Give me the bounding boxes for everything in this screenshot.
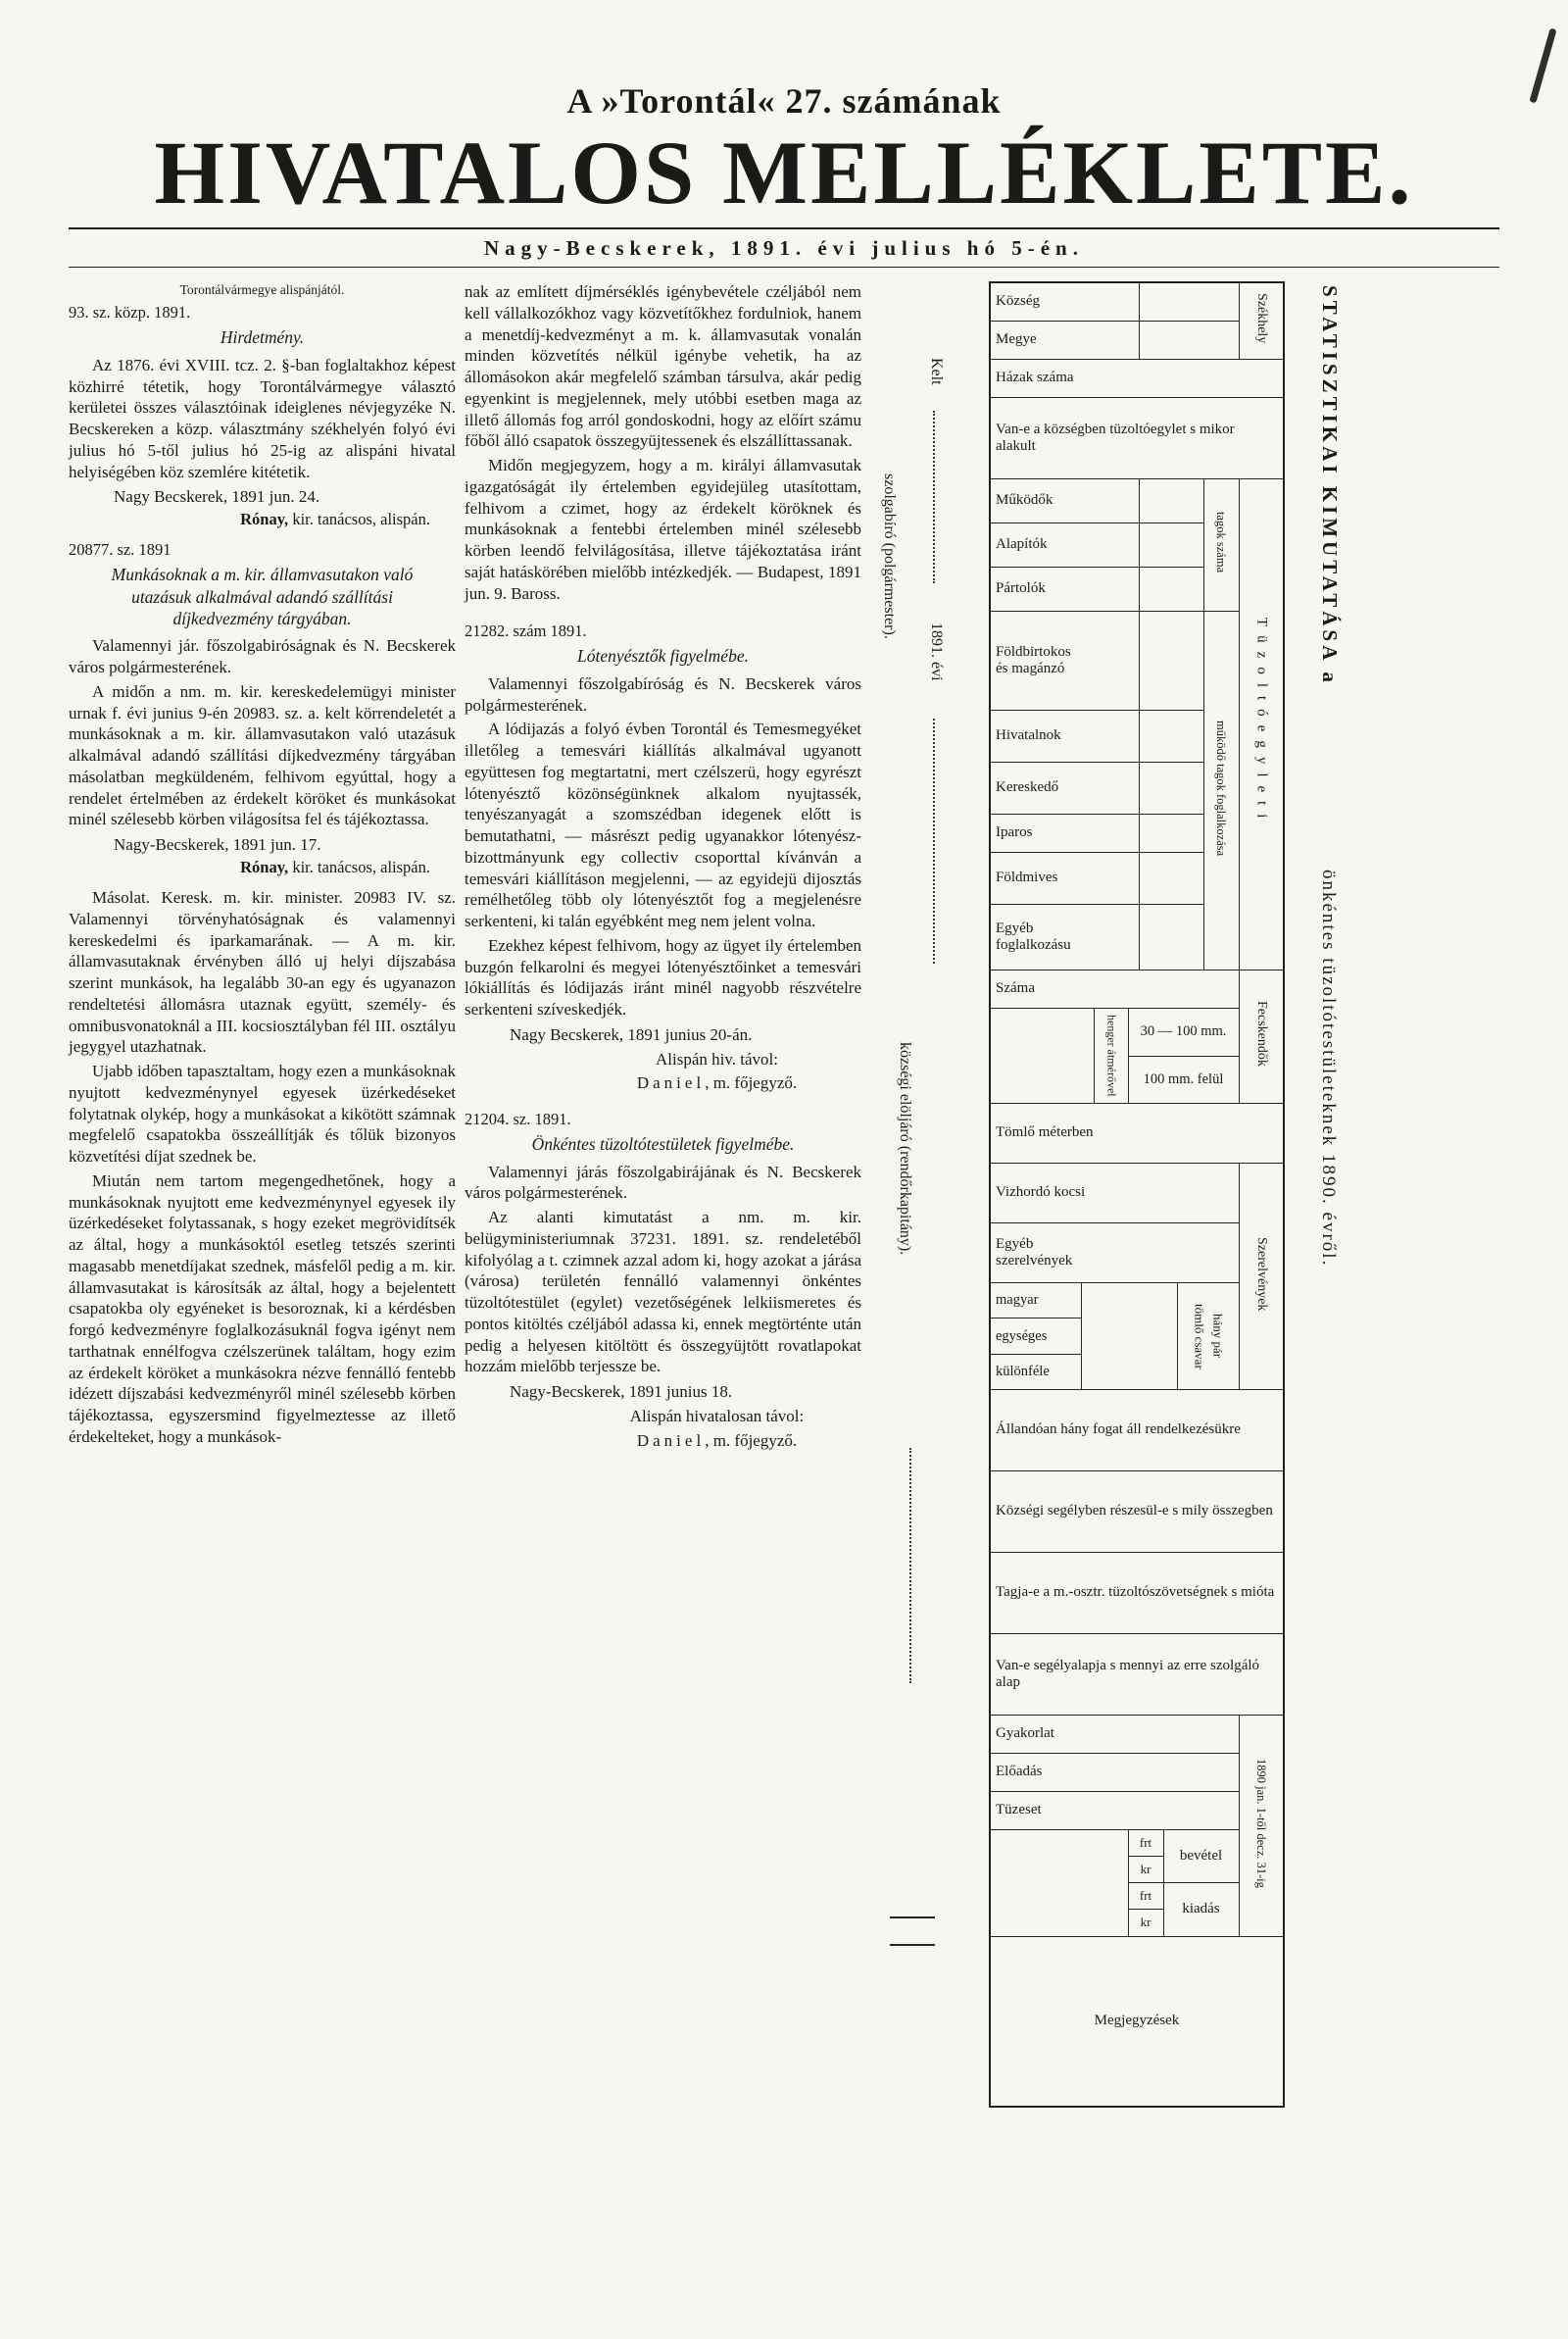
form-label-mm100: 100 mm. felül [1143, 1070, 1224, 1087]
dotted-fill-line [909, 1448, 911, 1683]
reference-number: 20877. sz. 1891 [69, 540, 172, 560]
paragraph: Valamennyi főszolgabíróság és N. Becskerek város polgármesterének. [465, 673, 861, 715]
form-label-partolok: Pártolók [990, 568, 1139, 612]
form-unit-kr: kr [1129, 1857, 1164, 1883]
form-label-gyakorlat: Gyakorlat [990, 1716, 1239, 1754]
form-fill-cell [991, 1830, 1129, 1936]
form-label-vane-segelyalap: Van-e segélyalapja s mennyi az erre szolgáló alap [990, 1634, 1284, 1716]
signature [69, 857, 456, 877]
form-label-tuzeset: Tüzeset [990, 1792, 1239, 1830]
form-label-kereskedo: Kereskedő [990, 763, 1139, 815]
form-row [990, 1104, 1284, 1164]
signature-intro: Alispán hiv. távol: [656, 1049, 778, 1069]
form-fill-cell [991, 1009, 1095, 1103]
form-signature-strip [870, 281, 980, 2124]
reference-number: 21282. szám 1891. [465, 622, 587, 641]
page-title: HIVATALOS MELLÉKLETE. [154, 123, 1414, 223]
paragraph: A lódijazás a folyó évben Torontál és Temesmegyéket illetőleg a temesvári kiállítás alkalmával ugyanott együttesen fog megtartatni, mert czélszerü, hogy egyrészt lótenyésztő közönségünknek alkalom nyujtassék, tenyészanyagát a szomszédban idegenek előtt is bemutathatni, — másrészt pedig ugyanakkor lótenyész-bizottmányunk egy collectiv csoporttal kívánván a temesvári kiállításon megjelenni, — az egyidejü dijosztás remélhetőleg több oly lótenyésztőt fog a megjelenésre serkenteni, ki talán egyébként meg nem jelent volna. [465, 720, 861, 930]
form-label-bevetel: bevétel [1164, 1830, 1239, 1883]
page-body [0, 268, 1568, 2144]
form-fill-cell [1139, 612, 1203, 711]
masthead [0, 0, 1568, 268]
form-label-allandoan: Állandóan hány fogat áll rendelkezésükre [990, 1390, 1284, 1471]
form-row [990, 1164, 1284, 1223]
reference-number: 93. sz. közp. 1891. [69, 303, 191, 323]
paragraph: Másolat. Keresk. m. kir. minister. 20983 IV. sz. Valamennyi törvényhatóságnak és valamennyi kereskedelmi és iparkamarának. — A m. kir. államvasutaknak érvényben álló uj helyi díjszabása szerint munkások, ha legalább 30-an egy és ugyanazon rendeltetési állomásra utaznak együtt, személy- és omnibusvonatoknál a III. kocsiosztályban fél III. osztályu jegygyel utazhatnak. [69, 888, 456, 1057]
form-unit-frt: frt [1129, 1883, 1164, 1910]
form-row [990, 1716, 1284, 1754]
year-label: 1891. évi [928, 622, 945, 681]
form-label-szama: Száma [990, 970, 1239, 1009]
form-row [990, 1634, 1284, 1716]
form-title-statisztikai: STATISZTIKAI KIMUTATÁSA a [1318, 285, 1342, 686]
dateline: Nagy-Becskerek, 1891. évi julius hó 5-én. [484, 236, 1084, 260]
signature-name: Daniel [636, 1073, 706, 1093]
paragraph: Ezekhez képest felhivom, hogy az ügyet ily értelemben buzgón felkarolni és megyei lótenyésztőinket a temesvári lókiállítás és lódijazás iránt minél nagyobb részvételre serkenteni szíveskedjék. [465, 935, 861, 1019]
left-column [69, 281, 456, 1451]
form-row [990, 1471, 1284, 1553]
form-row [990, 970, 1284, 1009]
form-title-onkentes: önkéntes tüzoltótestületeknek 1890. évről. [1318, 870, 1339, 1268]
form-label-vane-egylet: Van-e a községben tüzoltóegylet s mikor alakult [990, 398, 1284, 479]
section-gap [465, 1095, 861, 1105]
doc-date: Nagy-Becskerek, 1891 jun. 17. [114, 835, 321, 855]
form-label-egyeb-szerelvenyek: Egyéb szerelvények [990, 1223, 1239, 1283]
signature-name: Rónay, [240, 857, 289, 876]
middle-column [465, 281, 861, 1452]
form-row [990, 1553, 1284, 1634]
form-label-megye: Megye [990, 322, 1139, 360]
dotted-fill-line [933, 411, 935, 583]
signature-name: Rónay, [240, 510, 289, 529]
form-fill-cell [1139, 853, 1203, 905]
form-unit-frt: frt [1129, 1830, 1164, 1857]
form-group-label-tomlo-csavar: tömlő csavar hány pár [1192, 1303, 1226, 1369]
form-label-hazak: Házak száma [990, 360, 1284, 398]
szolgabiro-signature-label: szolgabíró (polgármester). [881, 473, 898, 639]
form-fill-cell [1139, 763, 1203, 815]
form-row [990, 479, 1284, 523]
paragraph: Ujabb időben tapasztaltam, hogy ezen a munkásoknak nyujtott kedvezménynyel egyesek üzérkedéseket folytatnak olykép, hogy a munkásokat a kikötött számnak megfelelő csapatokba összeállítják és tőlük bizonyos közvetítési díjat szednek be. [69, 1062, 456, 1167]
form-label-kulonfele: különféle [991, 1354, 1081, 1389]
form-label-egyeb-foglalkozasu: Egyéb foglalkozásu [990, 905, 1139, 970]
signature-role: , m. főjegyző. [705, 1430, 798, 1450]
paragraph: Valamennyi jár. főszolgabiróságnak és N. Becskerek város polgármesterének. [69, 636, 456, 677]
form-label-kozsegi-segely: Községi segélyben részesül-e s mily összegben [990, 1471, 1284, 1553]
form-label-magyar: magyar [996, 1292, 1039, 1309]
kelt-label: Kelt [928, 358, 945, 385]
form-fill-cell [1139, 523, 1203, 568]
form-cash-block [990, 1830, 1239, 1937]
paragraph: Az alanti kimutatást a nm. m. kir. belügyministeriumnak 37231. 1891. sz. rendeletéből kifolyólag a t. czimnek azzal adom ki, hogy azokat a járása (városa) területén fennálló valamennyi önkéntes tüzoltótestület (egylet) vezetőségének lelkiismeretes és pontos kitöltés czéljából adassa ki, ennek megtörténte után pedig a helyesen kitöltött és összegyüjtött rovatlapokat hozzám mielőbb terjessze be. [465, 1208, 861, 1376]
signature [69, 509, 456, 529]
form-row [990, 282, 1284, 322]
form-label-egyseges: egységes [991, 1318, 1081, 1353]
form-label-foldmives: Földmives [990, 853, 1139, 905]
signature [465, 1430, 861, 1452]
edition-line: A »Torontál« 27. számának [566, 81, 1002, 121]
form-group-label-henger: henger átmérővel [1095, 1009, 1129, 1103]
form-group-label-szekhely: Székhely [1239, 282, 1284, 360]
form-unit-kr: kr [1129, 1910, 1164, 1936]
paragraph: nak az említett díjmérséklés igénybevétele czéljából nem kell vállalkozókhoz vagy közvetítőkhez fordulniok, hanem a menetdíj-kedvezményt a m. k. államvasutak vonalán minden közvetítés nélkül igénybe vehetik, ha az állomásokon akár megfelelő számban társulva, akár pedig egyenkint is megjelennek, mely utóbbi esetben maga az illető állomás fog arról gondoskodni, hogy az előírt számu főből álló csapatok összegyüjtessenek és elszállíttassanak. [465, 282, 861, 451]
statistics-form-table [989, 281, 1285, 2108]
form-group-label-tagok-szama: tagok száma [1203, 479, 1239, 612]
form-row [990, 398, 1284, 479]
paragraph: Midőn megjegyzem, hogy a m. királyi államvasutak igazgatóságát ily értelemben egyidejüleg utasítottam, felhivom a czimet, hogy az érdekelt köröknek és munkásoknak a fentebbi értelemben minél szélesebb körben leendő felvilágosítása, illetve tájékoztatása iránt saját hatáskörében mielőbb intézkedjék. — Budapest, 1891 jun. 9. Baross. [465, 456, 861, 603]
signature-role: , m. főjegyző. [705, 1073, 798, 1093]
signature [465, 1072, 861, 1094]
doc-date: Nagy Becskerek, 1891 jun. 24. [114, 487, 320, 507]
form-label-foldbirtokos: Földbirtokos és magánzó [990, 612, 1139, 711]
paragraph: A midőn a nm. m. kir. kereskedelemügyi minister urnak f. évi junius 9-én 20983. sz. a. kelt körrendeletét a munkásoknak a m. kir. államvasutakon való utazásuk alkalmával adandó szállítási díjkedvezmény tárgyában másolatban megküldeném, felhivom egyúttal, hogy a rendelet értelmében az érdekelt köröket és munkásokat minél szélesebb körben világosítsa fel és tájékoztassa. [69, 681, 456, 829]
form-label-hivatalnok: Hivatalnok [990, 711, 1139, 763]
form-fill-cell [1139, 905, 1203, 970]
dotted-fill-line [933, 719, 935, 964]
form-label-eloadas: Előadás [990, 1754, 1239, 1792]
doc-date: Nagy Becskerek, 1891 junius 20-án. [510, 1024, 753, 1044]
form-label-kiadas: kiadás [1182, 1901, 1220, 1917]
form-row [990, 1937, 1284, 2108]
issuing-office: Torontálvármegye alispánjától. [179, 282, 345, 297]
paragraph: Valamennyi járás főszolgabirájának és N. Becskerek város polgármesterének. [465, 1162, 861, 1203]
form-label-vizhordo: Vizhordó kocsi [990, 1164, 1239, 1223]
eloljaro-signature-label: községi elöljáró (rendőrkapitány). [897, 1042, 913, 1256]
section-gap [465, 607, 861, 617]
separator-dash [890, 1944, 935, 1946]
form-fill-cell [1139, 282, 1239, 322]
form-label-mukodok: Működők [990, 479, 1139, 523]
notice-heading: Önkéntes tüzoltótestületek figyelmébe. [531, 1134, 795, 1155]
form-label-alapitok: Alapítók [990, 523, 1139, 568]
form-label-mm30: 30 — 100 mm. [1129, 1009, 1239, 1057]
paragraph: Az 1876. évi XVIII. tcz. 2. §-ban foglaltakhoz képest közhirré tétetik, hogy Torontálvármegye választó kerületei összes választóinak ideiglenes névjegyzéke N. Becskereken a közp. választmány székhelyén folyó évi julius hó 5-től julius hó 25-ig az alispáni hivatal helyiségében köz szemlére kitétetik. [69, 355, 456, 481]
notice-heading: Munkásoknak a m. kir. államvasutakon való utazásuk alkalmával adandó szállítási díjkedvezmény tárgyában. [111, 565, 414, 629]
form-group-label-fecskendok: Fecskendők [1239, 970, 1284, 1104]
paragraph: Miután nem tartom megengedhetőnek, hogy a munkásoknak nyujtott eme kedvezménynyel egyesek ily üzérkedéseket folytassanak, s hogy ezeket megrövidítsék az által, hogy a munkásoktól esetleg tetszés szerinti magasabb menetdíjakat szednek, másfelől pedig a m. kir. államvasutakat is károsítsák az által, hogy a bejelentett csapatokba oly egyéneket is besoroznak, ki a kérdésben forgó kedvezményre foglalkozásuknál fogva igényt nem tarthatnak ennélfogva czélszerünek találtam, hogy ezim az érdekelt köröket a munkásokra nézve fennálló fentebb idézett díjszabási kedvezményről minél szélesebb körben tájékoztassa, egyszersmind figyelmeztesse az illető érdekelteket, hogy a munkások- [69, 1170, 456, 1446]
form-fill-cell [1139, 322, 1239, 360]
form-henger-block [990, 1009, 1239, 1104]
form-group-label-datumrange: 1890 jan. 1-től decz. 31-ig [1239, 1716, 1284, 1937]
doc-date: Nagy-Becskerek, 1891 junius 18. [510, 1382, 733, 1401]
form-fill-cell [1139, 568, 1203, 612]
signature-role: kir. tanácsos, alispán. [292, 510, 430, 529]
signature-intro: Alispán hivatalosan távol: [629, 1406, 805, 1425]
form-title-strip [1294, 281, 1378, 2144]
form-label-tomlo: Tömlő méterben [990, 1104, 1284, 1164]
form-row [990, 1390, 1284, 1471]
reference-number: 21204. sz. 1891. [465, 1110, 571, 1128]
form-group-label-tuzoltoegyleti: Tüzoltóegyleti [1239, 479, 1284, 970]
form-fill-cell [1139, 815, 1203, 853]
form-fill-cell [1082, 1283, 1178, 1389]
form-label-megjegyzesek: Megjegyzések [990, 1937, 1284, 2108]
form-label-iparos: Iparos [990, 815, 1139, 853]
form-label-kozseg: Község [990, 282, 1139, 322]
notice-heading: Lótenyésztők figyelmébe. [577, 646, 749, 667]
signature-name: Daniel [636, 1430, 706, 1450]
notice-heading: Hirdetmény. [220, 327, 305, 348]
signature-role: kir. tanácsos, alispán. [292, 857, 430, 876]
separator-dash [890, 1916, 935, 1918]
form-fill-cell [1139, 479, 1203, 523]
form-label-tagja: Tagja-e a m.-osztr. tüzoltószövetségnek s mióta [990, 1553, 1284, 1634]
form-magyar-block [990, 1283, 1239, 1390]
form-group-label-mukodo-foglalkozasa: működő tagok foglalkozása [1203, 612, 1239, 970]
form-group-label-szerelvenyek: Szerelvények [1239, 1164, 1284, 1390]
form-row [990, 360, 1284, 398]
form-fill-cell [1139, 711, 1203, 763]
